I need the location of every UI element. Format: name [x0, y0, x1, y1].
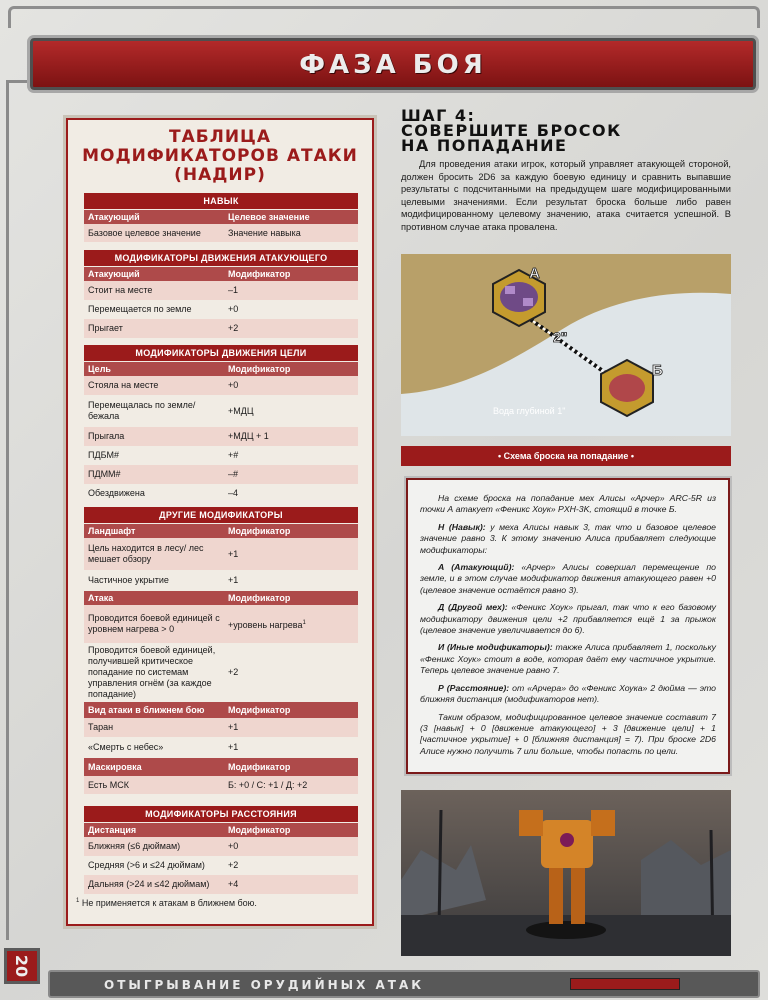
example-text: также Алиса прибавляет 1, поскольку «Феникс Хоук» стоит в воде, которая даёт ему частичное укрытие. Теперь целевое значение равно 7. — [420, 642, 716, 676]
column-header: Атакующий — [88, 212, 140, 222]
table-cell: +2 — [228, 860, 239, 870]
step-intro-text: Для проведения атаки игрок, который управляет атакующей стороной, должен бросить 2D6 за каждую боевую единицу и сравнить выпавшие результаты с подсчитанными на предыдущем шаге модифицированными целевыми значениями. Если результат броска больше либо равен модифицированному целевому значению, атака считается успешной. В противном случае атака провалена. — [401, 159, 731, 232]
example-paragraph: На схеме броска на попадание мех Алисы «Арчер» ARC-5R из точки А атакует «Феникс Хоук» PXH-3K, стоящий в точке Б. — [420, 493, 716, 515]
table-cell: Перемещалась по земле/ бежала — [88, 400, 196, 421]
table-cell: –4 — [228, 488, 239, 498]
table-cell: Б: +0 / С: +1 / Д: +2 — [228, 779, 308, 790]
table-footnote — [76, 898, 257, 908]
table-row — [84, 570, 358, 590]
page-title: ФАЗА БОЯ — [299, 50, 487, 80]
table-cell: +# — [228, 450, 239, 460]
table-cell: Таран — [88, 722, 114, 732]
table-row — [84, 737, 358, 757]
table-row — [84, 643, 358, 701]
table-row — [84, 319, 358, 338]
table-cell: +МДЦ — [228, 405, 254, 416]
column-header-row — [84, 362, 358, 376]
left-rail — [6, 80, 28, 940]
section-attacker-movement — [84, 250, 358, 338]
archer-mech-launcher-icon — [523, 298, 533, 306]
example-lead: И (Иные модификаторы): — [438, 642, 553, 653]
table-cell-text: +уровень нагрева — [228, 619, 303, 630]
water-label: Вода глубиной 1" — [493, 406, 566, 416]
table-cell: Частичное укрытие — [88, 574, 169, 585]
miniature-photo — [401, 790, 731, 956]
table-cell: «Смерть с небес» — [88, 741, 164, 752]
section-target-movement — [84, 345, 358, 503]
column-header: Модификатор — [228, 705, 291, 715]
column-header: Модификатор — [228, 269, 291, 279]
table-row — [84, 837, 358, 856]
table-row — [84, 718, 358, 737]
table-cell: Стояла на месте — [88, 380, 159, 390]
column-header-row — [84, 758, 358, 776]
example-paragraph — [420, 642, 716, 676]
table-cell: +1 — [228, 722, 239, 732]
column-header: Вид атаки в ближнем бою — [88, 705, 205, 715]
table-cell: +2 — [228, 323, 239, 333]
mech-launcher — [591, 810, 615, 836]
table-cell: –# — [228, 469, 239, 479]
section-header: НАВЫК — [84, 193, 358, 209]
example-text: у меха Алисы навык 3, так что и базовое целевое значение равно 3. К этому значению Алиса прибавляет следующие модификаторы: — [420, 521, 716, 555]
step-heading — [401, 108, 622, 153]
photo-svg — [401, 790, 731, 956]
label-a: А — [529, 265, 540, 282]
table-cell: +1 — [228, 741, 239, 752]
label-b: Б — [652, 362, 663, 379]
miniature-base — [526, 921, 606, 939]
table-cell: +2 — [228, 666, 239, 677]
table-cell: +0 — [228, 841, 239, 851]
table-row — [84, 224, 358, 242]
table-cell: Есть МСК — [88, 779, 129, 790]
example-text: «Феникс Хоук» прыгал, так что к его базовому модификатору движения цели +2 прибавляется ещё 1 за прыжок (целевое значение увеличивается до 6). — [420, 602, 716, 636]
distance-label: 2" — [553, 329, 568, 345]
column-header: Модификатор — [228, 762, 291, 772]
table-cell — [226, 618, 358, 631]
table-cell: +1 — [228, 574, 239, 585]
section-header: МОДИФИКАТОРЫ ДВИЖЕНИЯ АТАКУЮЩЕГО — [84, 250, 358, 266]
section-header: ДРУГИЕ МОДИФИКАТОРЫ — [84, 507, 358, 523]
table-cell: ПДММ# — [88, 469, 121, 479]
table-cell: Дальняя (>24 и ≤42 дюймам) — [88, 879, 210, 889]
footer-accent — [570, 978, 680, 990]
column-header: Модификатор — [228, 364, 291, 374]
column-header: Цель — [88, 364, 111, 374]
table-cell: +0 — [228, 304, 239, 314]
example-paragraph: Таким образом, модифицированное целевое значение составит 7 (3 [навык] + 0 [движение атакующего] + 3 [движение цели] + 1 [частичное укрытие] + 0 [ближняя дистанция] = 7). При броске 2D6 Алисе нужно получить 7 или больше, чтобы попасть по цели. — [420, 711, 716, 756]
example-text: от «Арчера» до «Феникс Хоука» 2 дюйма — это ближняя дистанция (модификаторов нет). — [420, 682, 716, 705]
top-frame — [8, 6, 760, 28]
table-cell: Проводится боевой единицей с уровнем нагрева > 0 — [88, 613, 220, 634]
attack-diagram — [401, 254, 731, 436]
section-header: МОДИФИКАТОРЫ РАССТОЯНИЯ — [84, 806, 358, 822]
step-heading-line: НА ПОПАДАНИЕ — [401, 136, 568, 155]
table-row — [84, 376, 358, 395]
table-cell: +1 — [228, 548, 239, 559]
table-title: ТАБЛИЦА МОДИФИКАТОРОВ АТАКИ (НАДИР) — [82, 127, 358, 185]
page-number: 20 — [4, 948, 40, 984]
column-header: Атака — [88, 593, 114, 603]
section-range — [84, 806, 358, 894]
section-header: МОДИФИКАТОРЫ ДВИЖЕНИЯ ЦЕЛИ — [84, 345, 358, 361]
mech-launcher — [519, 810, 543, 836]
example-box — [406, 478, 730, 774]
footer-title: ОТЫГРЫВАНИЕ ОРУДИЙНЫХ АТАК — [104, 978, 425, 992]
table-cell: Проводится боевой единицей, получившей критическое попадание по системам управления огнём (за каждое попадание) — [88, 644, 216, 699]
footer-bar — [48, 970, 760, 998]
table-cell: Перемещается по земле — [88, 304, 192, 314]
column-header: Целевое значение — [228, 212, 310, 222]
section-other-modifiers — [84, 507, 358, 794]
example-paragraph — [420, 562, 716, 596]
table-cell: Средняя (>6 и ≤24 дюймам) — [88, 860, 205, 870]
diagram-svg — [401, 254, 731, 436]
table-cell: Прыгает — [88, 323, 123, 333]
example-paragraph — [420, 602, 716, 636]
mech-leg — [571, 868, 585, 924]
street-lamp — [439, 810, 441, 930]
example-lead: Д (Другой мех): — [438, 602, 508, 613]
column-header-row — [84, 823, 358, 837]
example-lead: А (Атакующий): — [438, 562, 515, 573]
mech-cockpit — [560, 833, 574, 847]
example-paragraph — [420, 683, 716, 706]
example-lead: Н (Навык): — [438, 521, 486, 532]
column-header-row — [84, 210, 358, 224]
step-heading-line: ШАГ 4: — [401, 106, 476, 125]
column-header: Ландшафт — [88, 526, 136, 536]
column-header-row — [84, 591, 358, 605]
table-cell: ПДБМ# — [88, 450, 119, 460]
column-header: Атакующий — [88, 269, 140, 279]
table-row — [84, 484, 358, 503]
example-text: «Арчер» Алисы совершал перемещение по земле, и в этом случае модификатор движения атакующего равен +0 (целевое значение остаётся равно 3). — [420, 562, 716, 595]
step-heading-line: СОВЕРШИТЕ БРОСОК — [401, 121, 622, 140]
column-header-row — [84, 702, 358, 718]
archer-mech-launcher-icon — [505, 286, 515, 294]
column-header: Маскировка — [88, 762, 142, 772]
column-header-row — [84, 524, 358, 538]
table-row — [84, 538, 358, 570]
header-banner — [30, 38, 756, 90]
table-cell: Ближняя (≤6 дюймам) — [88, 841, 181, 851]
table-cell: –1 — [228, 285, 239, 295]
example-paragraph — [420, 522, 716, 556]
footnote-mark: 1 — [302, 619, 306, 626]
diagram-caption: • Схема броска на попадание • — [401, 446, 731, 466]
column-header: Модификатор — [228, 825, 291, 835]
example-lead: Р (Расстояние): — [438, 682, 510, 693]
table-cell: Цель находится в лесу/ лес мешает обзору — [88, 543, 204, 564]
table-row — [84, 395, 358, 427]
footnote-mark: 1 — [76, 898, 80, 904]
table-cell: +4 — [228, 879, 239, 889]
table-row — [84, 427, 358, 446]
phoenix-hawk-mech-icon — [609, 374, 645, 402]
table-row — [84, 856, 358, 875]
table-cell: Значение навыка — [228, 227, 301, 238]
mech-leg — [549, 868, 563, 924]
table-row — [84, 281, 358, 300]
table-cell: Прыгала — [88, 431, 125, 441]
table-row — [84, 446, 358, 465]
table-cell: +МДЦ + 1 — [228, 431, 269, 441]
table-row — [84, 875, 358, 894]
table-cell: +0 — [228, 380, 239, 390]
table-row — [84, 776, 358, 794]
column-header: Модификатор — [228, 526, 291, 536]
column-header: Дистанция — [88, 825, 137, 835]
column-header-row — [84, 267, 358, 281]
table-row — [84, 300, 358, 319]
column-header: Модификатор — [228, 593, 291, 603]
section-skill — [84, 193, 358, 242]
table-cell: Стоит на месте — [88, 285, 153, 295]
table-row — [84, 605, 358, 643]
footnote-text: Не применяется к атакам в ближнем бою. — [81, 898, 257, 908]
table-cell: Обездвижена — [88, 488, 145, 498]
table-row — [84, 465, 358, 484]
table-cell: Базовое целевое значение — [88, 227, 201, 238]
